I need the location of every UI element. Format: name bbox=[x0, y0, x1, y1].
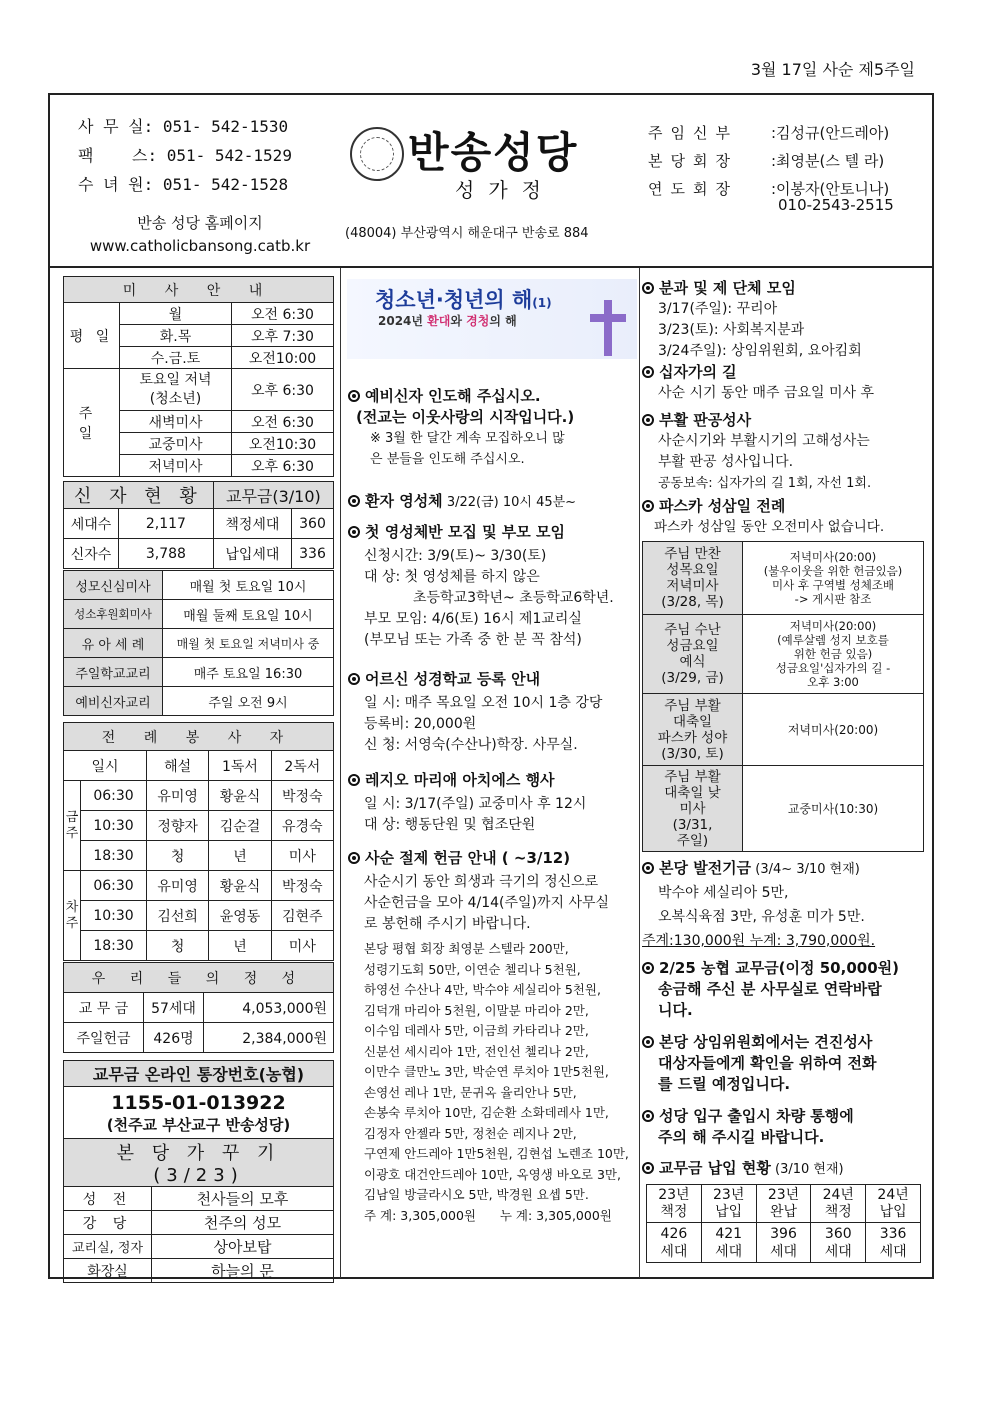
decor-place: 화장실 bbox=[64, 1259, 152, 1283]
schedule-value: 주일 오전 9시 bbox=[163, 687, 334, 716]
triduum-desc: 교중미사(10:30) bbox=[743, 766, 924, 852]
bullet-icon bbox=[348, 774, 360, 786]
offering-count: 57세대 bbox=[144, 993, 204, 1023]
mass-schedule-title: 미 사 안 내 bbox=[64, 277, 334, 303]
account-title: 교무금 온라인 통장번호(농협) bbox=[64, 1061, 334, 1087]
liturgy-cell: 정향자 bbox=[147, 811, 209, 841]
holy-family-icon bbox=[360, 137, 394, 171]
triduum-desc: 저녁미사(20:00) (불우이웃을 위한 헌금있음) 미사 후 구역별 성체조배 -> 게시판 참조 bbox=[743, 542, 924, 615]
bullet-icon bbox=[642, 500, 654, 512]
tithe-header: 23년 책정 bbox=[647, 1185, 702, 1223]
decor-group: 천주의 성모 bbox=[152, 1211, 334, 1235]
contact-fax: 팩 스: 051- 542-1529 bbox=[78, 146, 292, 165]
offering-table bbox=[63, 962, 334, 1053]
notice-sick-communion: 환자 영성체 3/22(금) 10시 45분~ bbox=[348, 491, 638, 513]
stat-value: 336 bbox=[291, 539, 333, 569]
bullet-icon bbox=[348, 526, 360, 538]
bullet-icon bbox=[348, 390, 360, 402]
contact-convent: 수 녀 원: 051- 542-1528 bbox=[78, 175, 289, 194]
schedule-label: 성모신심미사 bbox=[64, 571, 163, 600]
triduum-day: 주님 만찬 성목요일 저녁미사 (3/28, 목) bbox=[643, 542, 743, 615]
notice-confirmation-call: 본당 상임위원회에서는 견진성사 대상자들에게 확인을 위하여 전화 를 드릴 예정입니다. bbox=[642, 1032, 927, 1095]
notice-first-communion: 첫 영성체반 모집 및 부모 모임 신청시간: 3/9(토)~ 3/30(토) 대 상: 첫 영성체를 하지 않은 초등학교3학년~ 초등학교6학년. 부모 모임: 4/6(토) 16시 제1교리실 (부모님 또는 가족 중 한 분 꼭 참석) bbox=[348, 522, 638, 651]
mass-day: 저녁미사 bbox=[120, 455, 232, 477]
decor-group: 천사들의 모후 bbox=[152, 1187, 334, 1211]
tithe-value: 426 세대 bbox=[647, 1223, 702, 1263]
banner-title: 청소년·청년의 해(1) bbox=[375, 288, 552, 312]
triduum-desc: 저녁미사(20:00) (예루살렘 성지 보호를 위한 헌금 있음) 성금요일'십자가의 길 - 오후 3:00 bbox=[743, 615, 924, 694]
tithe-header: 24년 책정 bbox=[811, 1185, 866, 1223]
banner-subtitle: 2024년 환대와 경청의 해 bbox=[378, 314, 517, 328]
liturgy-cell: 황윤식 bbox=[209, 871, 271, 901]
tithe-header: 24년 납입 bbox=[866, 1185, 921, 1223]
liturgy-cell: 06:30 bbox=[81, 781, 147, 811]
parish-subtitle: 성가정 bbox=[455, 178, 555, 202]
liturgy-cell: 황윤식 bbox=[209, 781, 271, 811]
cross-icon bbox=[588, 300, 628, 356]
mass-time: 오후 6:30 bbox=[232, 455, 334, 477]
liturgy-cell: 06:30 bbox=[81, 871, 147, 901]
liturgy-cell: 18:30 bbox=[81, 931, 147, 961]
liturgy-cell: 박정숙 bbox=[271, 781, 333, 811]
donor-total: 주 계: 3,305,000원 bbox=[364, 1207, 477, 1223]
liturgy-cell: 년 bbox=[209, 931, 271, 961]
bullet-icon bbox=[642, 282, 654, 294]
contact-block bbox=[78, 112, 292, 199]
liturgy-cell: 박정숙 bbox=[271, 871, 333, 901]
notice-stations-of-cross: 십자가의 길 사순 시기 동안 매주 금요일 미사 후 bbox=[642, 362, 927, 404]
column-divider-right bbox=[639, 268, 640, 1278]
liturgy-cell: 김선희 bbox=[147, 901, 209, 931]
notice-tithe-status: 교무금 납입 현황 (3/10 현재) bbox=[642, 1158, 927, 1180]
liturgy-cell: 년 bbox=[209, 841, 271, 871]
parish-name: 반송성당 bbox=[408, 128, 579, 177]
staff-phone: 010-2543-2515 bbox=[778, 196, 894, 214]
liturgy-cell: 18:30 bbox=[81, 841, 147, 871]
bullet-icon bbox=[642, 366, 654, 378]
triduum-day: 주님 부활 대축일 파스카 성야 (3/30, 토) bbox=[643, 694, 743, 766]
parish-address: (48004) 부산광역시 해운대구 반송로 884 bbox=[345, 226, 589, 241]
staff-block bbox=[648, 119, 889, 203]
notice-easter-confession: 부활 판공성사 사순시기와 부활시기의 고해성사는 부활 판공 성사입니다. 공동보속: 십자가의 길 1회, 자선 1회. bbox=[642, 410, 927, 494]
mass-day: 월 bbox=[120, 303, 232, 325]
offering-label: 교 무 금 bbox=[64, 993, 144, 1023]
donor-list: 본당 평협 회장 최영분 스텔라 200만, 성령기도회 50만, 이연순 첼리나 5천원, 하영선 수산나 4만, 박수야 세실리아 5천원, 김덕개 마리아 5천원, 이말분 마리아 2만, 이수임 데레사 5만, 이금희 카타리나 2만, 신분선 세시리아 1만, 전인선 첼리나 2만, 이만수 클만노 3만, 박순연 루치아 1만5천원, 손영선 레나 1만, 문귀옥 율리안나 5만, 손봉숙 루치아 10만, 김순환 소화데레사 1만, 김정자 안젤라 5만, 정천순 레지나 2만, 구연제 안드레아 1만5천원, 김현섭 노렌조 10만, 이광호 대건안드레아 10만, 옥영생 바오로 3만, 김남일 방글라시오 5만, 박경원 요셉 5만. 주 계: 3,305,000원 누 계: 3,305,000원 bbox=[364, 941, 629, 1223]
notice-development-fund: 본당 발전기금 (3/4~ 3/10 현재) 박수야 세실리아 5만, 오복식육점 3만, 유성훈 미가 5만. 주계:130,000원 누계: 3,790,000원. bbox=[642, 859, 876, 949]
tithe-title: 교무금(3/10) bbox=[213, 482, 333, 509]
liturgy-cell: 10:30 bbox=[81, 811, 147, 841]
triduum-desc: 저녁미사(20:00) bbox=[743, 694, 924, 766]
mass-time: 오전10:30 bbox=[232, 433, 334, 455]
week-label: 금주 bbox=[64, 781, 81, 871]
stat-label: 책정세대 bbox=[213, 509, 291, 539]
bullet-icon bbox=[348, 495, 360, 507]
liturgy-cell: 김순걸 bbox=[209, 811, 271, 841]
schedule-label: 유 아 세 례 bbox=[64, 629, 163, 658]
tithe-value: 421 세대 bbox=[701, 1223, 756, 1263]
schedule-value: 매월 첫 토요일 저녁미사 중 bbox=[163, 629, 334, 658]
notice-senior-bible-school: 어르신 성경학교 등록 안내 일 시: 매주 목요일 오전 10시 1층 강당 등록비: 20,000원 신 청: 서영숙(수산나)학장. 사무실. bbox=[348, 669, 638, 756]
tithe-status-table bbox=[646, 1184, 921, 1263]
mass-time: 오후 7:30 bbox=[232, 325, 334, 347]
week-label: 차주 bbox=[64, 871, 81, 961]
liturgy-cell: 유미영 bbox=[147, 871, 209, 901]
decor-title: 본 당 가 꾸 기 (3/23) bbox=[64, 1139, 334, 1187]
staff-pastor: 주임신부 :김성규(안드레아) bbox=[648, 124, 890, 142]
liturgy-cell: 미사 bbox=[271, 841, 333, 871]
homepage-block bbox=[60, 212, 340, 258]
notice-group-meetings: 분과 및 제 단체 모임 3/17(주일): 꾸리아 3/23(토): 사회복지분과 3/24주일): 상임위원회, 요아킴회 bbox=[642, 278, 927, 362]
bullet-icon bbox=[642, 1036, 654, 1048]
liturgy-header: 해설 bbox=[147, 751, 209, 781]
believers-table bbox=[63, 481, 334, 569]
liturgy-cell: 청 bbox=[147, 841, 209, 871]
stat-value: 2,117 bbox=[119, 509, 214, 539]
tithe-header: 23년 납입 bbox=[701, 1185, 756, 1223]
mass-schedule-table bbox=[63, 276, 334, 477]
liturgy-servers-table bbox=[63, 722, 334, 961]
mass-day: 새벽미사 bbox=[120, 411, 232, 433]
liturgy-cell: 청 bbox=[147, 931, 209, 961]
schedule-value: 매월 첫 토요일 10시 bbox=[163, 571, 334, 600]
stat-label: 납입세대 bbox=[213, 539, 291, 569]
schedule-value: 매월 둘째 토요일 10시 bbox=[163, 600, 334, 629]
offering-count: 426명 bbox=[144, 1023, 204, 1053]
tithe-value: 336 세대 bbox=[866, 1223, 921, 1263]
liturgy-cell: 유경숙 bbox=[271, 811, 333, 841]
notice-catechumen: 예비신자 인도해 주십시오. (전교는 이웃사랑의 시작입니다.) ※ 3월 한 달간 계속 모집하오니 많 은 분들을 인도해 주십시오. bbox=[348, 386, 638, 470]
offering-label: 주일헌금 bbox=[64, 1023, 144, 1053]
account-table bbox=[63, 1060, 334, 1141]
mass-time: 오전 6:30 bbox=[232, 411, 334, 433]
notice-nh-tithe: 2/25 농협 교무금(이정 50,000원) 송금해 주신 분 사무실로 연락바랍 니다. bbox=[642, 958, 927, 1021]
notice-lent-offering: 사순 절제 헌금 안내 ( ~3/12) 사순시기 동안 희생과 극기의 정신으로 사순헌금을 모아 4/14(주일)까지 사무실 로 봉헌해 주시기 바랍니다. 본당 평협 회장 최영분 스텔라 200만, 성령기도회 50만, 이연순 첼리나 5천원, 하영선 수산나 4만, 박수야 세실리아 5천원, 김덕개 마리아 5천원, 이말분 마리아 2만, 이수임 데레사 5만, 이금희 카타리나 2만, 신분선 세시리아 1만, 전인선 첼리나 2만, 이만수 클만노 3만, 박순연 루치아 1만5천원, 손영선 레나 1만, 문귀옥 율리안나 5만, 손봉숙 루치아 10만, 김순환 소화데레사 1만, 김정자 안젤라 5만, 정천순 레지나 2만, 구연제 안드레아 1만5천원, 김현섭 노렌조 10만, 이광호 대건안드레아 10만, 옥영생 바오로 3만, 김남일 방글라시오 5만, 박경원 요셉 5만. 주 계: 3,305,000원 누 계: 3,305,000원 bbox=[348, 848, 638, 1226]
contact-office: 사 무 실: 051- 542-1530 bbox=[78, 117, 289, 136]
liturgy-cell: 미사 bbox=[271, 931, 333, 961]
notice-legio-acies: 레지오 마리애 아치에스 행사 일 시: 3/17(주일) 교중미사 후 12시 대 상: 행동단원 및 협조단원 bbox=[348, 770, 638, 836]
decor-group: 하늘의 문 bbox=[152, 1259, 334, 1283]
mass-time: 오전10:00 bbox=[232, 347, 334, 369]
believers-title: 신 자 현 황 bbox=[64, 482, 214, 509]
decor-place: 강 당 bbox=[64, 1211, 152, 1235]
tithe-header: 23년 완납 bbox=[756, 1185, 811, 1223]
bullet-icon bbox=[642, 1110, 654, 1122]
liturgy-cell: 윤영동 bbox=[209, 901, 271, 931]
column-divider-left bbox=[340, 268, 341, 1278]
bullet-icon bbox=[348, 852, 360, 864]
offering-amount: 4,053,000원 bbox=[204, 993, 334, 1023]
bullet-icon bbox=[642, 414, 654, 426]
bullet-icon bbox=[642, 962, 654, 974]
bullet-icon bbox=[642, 862, 654, 874]
liturgy-cell: 김현주 bbox=[271, 901, 333, 931]
donor-cumulative: 누 계: 3,305,000원 bbox=[499, 1207, 612, 1223]
schedule-label: 예비신자교리 bbox=[64, 687, 163, 716]
offering-amount: 2,384,000원 bbox=[204, 1023, 334, 1053]
decor-group: 상아보탑 bbox=[152, 1235, 334, 1259]
stat-label: 세대수 bbox=[64, 509, 119, 539]
decor-table bbox=[63, 1138, 334, 1283]
account-number: 1155-01-013922 bbox=[111, 1091, 286, 1114]
tithe-value: 396 세대 bbox=[756, 1223, 811, 1263]
schedule-value: 매주 토요일 16:30 bbox=[163, 658, 334, 687]
offering-title: 우 리 들 의 정 성 bbox=[64, 963, 334, 993]
notice-paschal-triduum: 파스카 성삼일 전례 파스카 성삼일 동안 오전미사 없습니다. bbox=[642, 496, 927, 538]
weekday-label: 평 일 bbox=[64, 303, 120, 369]
sunday-label: 주 일 bbox=[64, 369, 120, 477]
bulletin-date: 3월 17일 사순 제5주일 bbox=[750, 60, 915, 79]
header-divider bbox=[48, 266, 934, 268]
liturgy-cell: 유미영 bbox=[147, 781, 209, 811]
mass-time: 오후 6:30 bbox=[232, 369, 334, 411]
mass-day: 화.목 bbox=[120, 325, 232, 347]
stat-value: 360 bbox=[291, 509, 333, 539]
mass-day: 교중미사 bbox=[120, 433, 232, 455]
tithe-value: 360 세대 bbox=[811, 1223, 866, 1263]
homepage-link[interactable]: www.catholicbansong.catb.kr bbox=[89, 237, 311, 255]
homepage-label: 반송 성당 홈페이지 bbox=[137, 214, 263, 232]
liturgy-cell: 10:30 bbox=[81, 901, 147, 931]
triduum-day: 주님 수난 성금요일 예식 (3/29, 금) bbox=[643, 615, 743, 694]
liturgy-header: 2독서 bbox=[271, 751, 333, 781]
bullet-icon bbox=[348, 673, 360, 685]
account-holder: (천주교 부산교구 반송성당) bbox=[106, 1115, 291, 1134]
mass-time: 오전 6:30 bbox=[232, 303, 334, 325]
regular-schedule-table bbox=[63, 570, 334, 716]
notice-vehicle-caution: 성당 입구 출입시 차량 통행에 주의 해 주시길 바랍니다. bbox=[642, 1106, 927, 1148]
stat-label: 신자수 bbox=[64, 539, 119, 569]
schedule-label: 성소후원회미사 bbox=[64, 600, 163, 629]
bullet-icon bbox=[642, 1162, 654, 1174]
liturgy-header: 일시 bbox=[64, 751, 147, 781]
schedule-label: 주일학교교리 bbox=[64, 658, 163, 687]
mass-day: 토요일 저녁 (청소년) bbox=[120, 369, 232, 411]
stat-value: 3,788 bbox=[119, 539, 214, 569]
account-info bbox=[64, 1087, 334, 1141]
liturgy-title: 전 례 봉 사 자 bbox=[64, 723, 334, 751]
mass-day: 수.금.토 bbox=[120, 347, 232, 369]
staff-council-president: 본당회장 :최영분(스 텔 라) bbox=[648, 152, 885, 170]
decor-place: 성 전 bbox=[64, 1187, 152, 1211]
staff-prayer-president: 연도회장 :이봉자(안토니나) bbox=[648, 180, 890, 198]
decor-place: 교리실, 정자 bbox=[64, 1235, 152, 1259]
triduum-table bbox=[642, 541, 924, 852]
liturgy-header: 1독서 bbox=[209, 751, 271, 781]
triduum-day: 주님 부활 대축일 낮 미사 (3/31, 주일) bbox=[643, 766, 743, 852]
